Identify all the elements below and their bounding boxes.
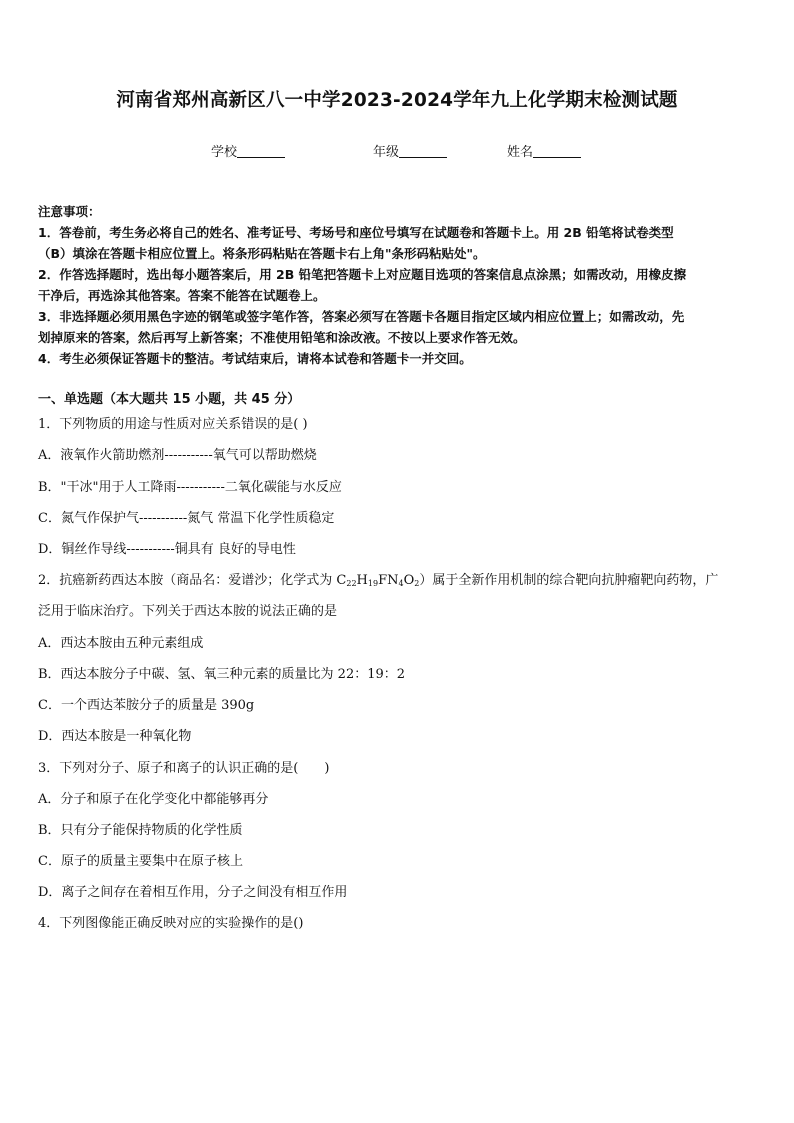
name-field [507,141,581,160]
name-blank[interactable] [533,144,581,158]
notice-heading: 注意事项： [38,204,101,219]
notice-block [38,201,758,369]
notice-item-4: 4．考生必须保证答题卡的整洁。考试结束后，请将本试卷和答题卡一并交回。 [38,351,472,366]
formula-sub-o: 2 [414,579,420,588]
page-title: 河南省郑州高新区八一中学2023-2024学年九上化学期末检测试题 [116,90,678,111]
question-1-stem: 1．下列物质的用途与性质对应关系错误的是( ) [38,417,308,432]
grade-label: 年级 [373,145,400,160]
question-3-option-a[interactable]: A．分子和原子在化学变化中都能够再分 [38,792,269,807]
question-2-option-c[interactable]: C．一个西达苯胺分子的质量是 390g [38,698,255,713]
name-label: 姓名 [507,145,534,160]
formula-sub-n: 4 [398,579,404,588]
grade-field [373,141,447,160]
formula-h: H [356,573,368,588]
section-title: 一、单选题（本大题共 15 小题，共 45 分） [38,392,301,407]
question-2-option-d[interactable]: D．西达本胺是一种氧化物 [38,729,192,744]
formula-sub-c: 22 [346,579,357,588]
question-2-option-a[interactable]: A．西达本胺由五种元素组成 [38,636,204,651]
student-info-row [0,141,794,161]
grade-blank[interactable] [399,144,447,158]
question-1-option-d[interactable]: D．铜丝作导线-----------铜具有 良好的导电性 [38,542,296,557]
notice-item-2b: 干净后，再选涂其他答案。答案不能答在试题卷上。 [38,288,326,303]
question-2-stem-post: ）属于全新作用机制的综合靶向抗肿瘤靶向药物，广 [419,573,719,588]
notice-item-3b: 划掉原来的答案，然后再写上新答案；不准使用铅笔和涂改液。不按以上要求作答无效。 [38,330,526,345]
question-3-stem: 3．下列对分子、原子和离子的认识正确的是( ) [38,761,330,776]
formula-sub-h: 19 [367,579,379,588]
formula-o: O [403,573,415,588]
question-1-option-c[interactable]: C．氮气作保护气-----------氮气 常温下化学性质稳定 [38,511,335,526]
question-2-stem-line2: 泛用于临床治疗。下列关于西达本胺的说法正确的是 [38,604,338,619]
question-3-option-c[interactable]: C．原子的质量主要集中在原子核上 [38,854,243,869]
question-1-option-a[interactable]: A．液氧作火箭助燃剂-----------氧气可以帮助燃烧 [38,448,317,463]
question-2-stem [38,570,760,594]
notice-item-2a: 2．作答选择题时，选出每小题答案后，用 2B 铅笔把答题卡上对应题目选项的答案信息点涂黑；如需改动，用橡皮擦 [38,267,687,282]
question-1-option-b[interactable]: B．"干冰"用于人工降雨-----------二氧化碳能与水反应 [38,480,342,495]
school-field [211,141,285,160]
question-3-option-b[interactable]: B．只有分子能保持物质的化学性质 [38,823,243,838]
notice-item-1a: 1．答卷前，考生务必将自己的姓名、准考证号、考场号和座位号填写在试题卷和答题卡上。用 2B 铅笔将试卷类型 [38,225,674,240]
question-2-option-b[interactable]: B．西达本胺分子中碳、氢、氧三种元素的质量比为 22：19：2 [38,667,406,682]
notice-item-1b: （B）填涂在答题卡相应位置上。将条形码粘贴在答题卡右上角"条形码粘贴处"。 [38,246,486,261]
question-2-stem-pre: 2．抗癌新药西达本胺（商品名：爱谱沙；化学式为 C [38,573,347,588]
formula-fn: FN [378,573,399,588]
notice-item-3a: 3．非选择题必须用黑色字迹的钢笔或签字笔作答，答案必须写在答题卡各题目指定区域内相应位置上；如需改动，先 [38,309,685,324]
question-4-stem: 4．下列图像能正确反映对应的实验操作的是() [38,916,304,931]
school-label: 学校 [211,145,238,160]
school-blank[interactable] [237,144,285,158]
question-3-option-d[interactable]: D．离子之间存在着相互作用，分子之间没有相互作用 [38,885,348,900]
